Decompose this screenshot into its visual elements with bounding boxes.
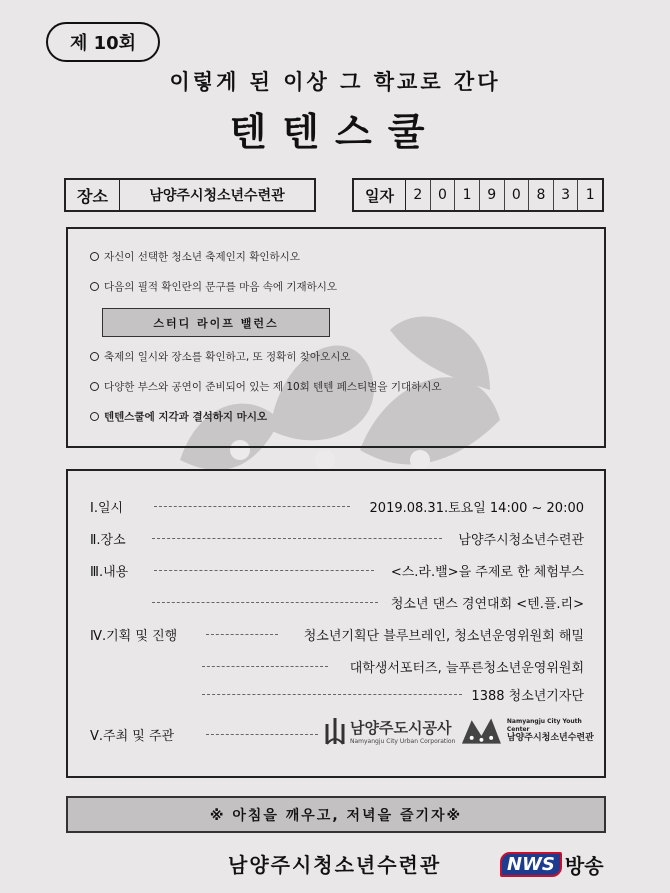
leader-dots — [202, 694, 462, 695]
leader-dots — [206, 634, 278, 635]
date-digit: 8 — [529, 180, 554, 210]
youth-center-name-en: Namyangju City Youth Center — [506, 718, 582, 733]
instruction-item — [90, 409, 267, 424]
date-digit: 0 — [431, 180, 456, 210]
instruction-text: 축제의 일시와 장소를 확인하고, 또 정확히 찾아오시오 — [104, 351, 351, 363]
date-digit: 9 — [480, 180, 505, 210]
detail-label-date: Ⅰ.일시 — [90, 501, 124, 516]
page-title: 텐텐스쿨 — [229, 110, 441, 154]
instructions-box — [66, 227, 606, 448]
date-box — [352, 178, 604, 212]
date-digit: 3 — [554, 180, 579, 210]
nws-mark: NWS — [500, 852, 562, 877]
urban-corporation-mark-icon — [324, 716, 346, 746]
footer-organization: 남양주시청소년수련관 — [228, 853, 442, 877]
subtitle: 이렇게 된 이상 그 학교로 간다 — [169, 70, 501, 94]
instruction-item — [90, 349, 351, 364]
date-digit: 1 — [585, 187, 595, 203]
nws-broadcast-logo — [500, 850, 604, 879]
leader-dots — [202, 666, 328, 667]
youth-center-logo — [460, 713, 604, 749]
detail-value-plan-3: 1388 청소년기자단 — [471, 689, 584, 704]
details-box — [66, 469, 606, 778]
detail-value-date: 2019.08.31.토요일 14:00 ~ 20:00 — [369, 501, 584, 516]
instruction-text: 자신이 선택한 청소년 축제인지 확인하시오 — [104, 251, 300, 263]
leader-dots — [152, 602, 378, 603]
detail-value-plan-2: 대학생서포터즈, 늘푸른청소년운영위원회 — [349, 661, 584, 676]
date-digit: 0 — [505, 180, 530, 210]
date-label: 일자 — [354, 180, 406, 210]
instruction-text: 텐텐스쿨에 지각과 결석하지 마시오 — [104, 411, 268, 423]
place-label: 장소 — [66, 180, 120, 210]
phrase-box: 스터디 라이프 밸런스 — [102, 308, 330, 337]
circle-bullet-icon — [90, 282, 99, 291]
leader-dots — [206, 734, 318, 735]
detail-label-host: Ⅴ.주최 및 주관 — [90, 729, 175, 744]
instruction-item — [90, 379, 442, 394]
urban-corporation-name-en: Namyangju City Urban Corporation — [350, 738, 456, 745]
detail-label-plan: Ⅳ.기획 및 진행 — [90, 629, 178, 644]
place-value: 남양주시청소년수련관 — [149, 188, 285, 204]
detail-value-content-2: 청소년 댄스 경연대회 <텐.플.리> — [390, 597, 584, 612]
urban-corporation-name: 남양주도시공사 — [350, 719, 452, 737]
leader-dots — [154, 570, 374, 571]
slogan-banner: ※ 아침을 깨우고, 저녁을 즐기자※ — [66, 796, 606, 833]
issue-badge: 제 10회 — [46, 22, 160, 62]
detail-value-plan-1: 청소년기획단 블루브레인, 청소년운영위원회 해밀 — [303, 629, 584, 644]
circle-bullet-icon — [90, 352, 99, 361]
detail-value-content-1: <스.라.밸>을 주제로 한 체험부스 — [390, 565, 584, 580]
place-box — [64, 178, 316, 212]
date-digit: 2 — [406, 180, 431, 210]
instruction-item — [90, 249, 300, 264]
youth-center-mark-icon — [460, 714, 503, 748]
detail-label-place: Ⅱ.장소 — [90, 533, 126, 548]
leader-dots — [152, 538, 442, 539]
circle-bullet-icon — [90, 412, 99, 421]
broadcast-label: 방송 — [564, 854, 604, 878]
urban-corporation-logo — [324, 713, 455, 749]
circle-bullet-icon — [90, 382, 99, 391]
detail-value-place: 남양주시청소년수련관 — [458, 533, 584, 548]
circle-bullet-icon — [90, 252, 99, 261]
leader-dots — [154, 506, 350, 507]
date-digit: 1 — [455, 180, 480, 210]
detail-label-content: Ⅲ.내용 — [90, 565, 129, 580]
instruction-text: 다양한 부스와 공연이 준비되어 있는 제 10회 텐텐 페스티벌을 기대하시오 — [104, 381, 442, 393]
youth-center-name: 남양주시청소년수련관 — [506, 732, 594, 743]
instruction-text: 다음의 필적 확인란의 문구를 마음 속에 기재하시오 — [104, 281, 338, 293]
instruction-item — [90, 279, 337, 294]
